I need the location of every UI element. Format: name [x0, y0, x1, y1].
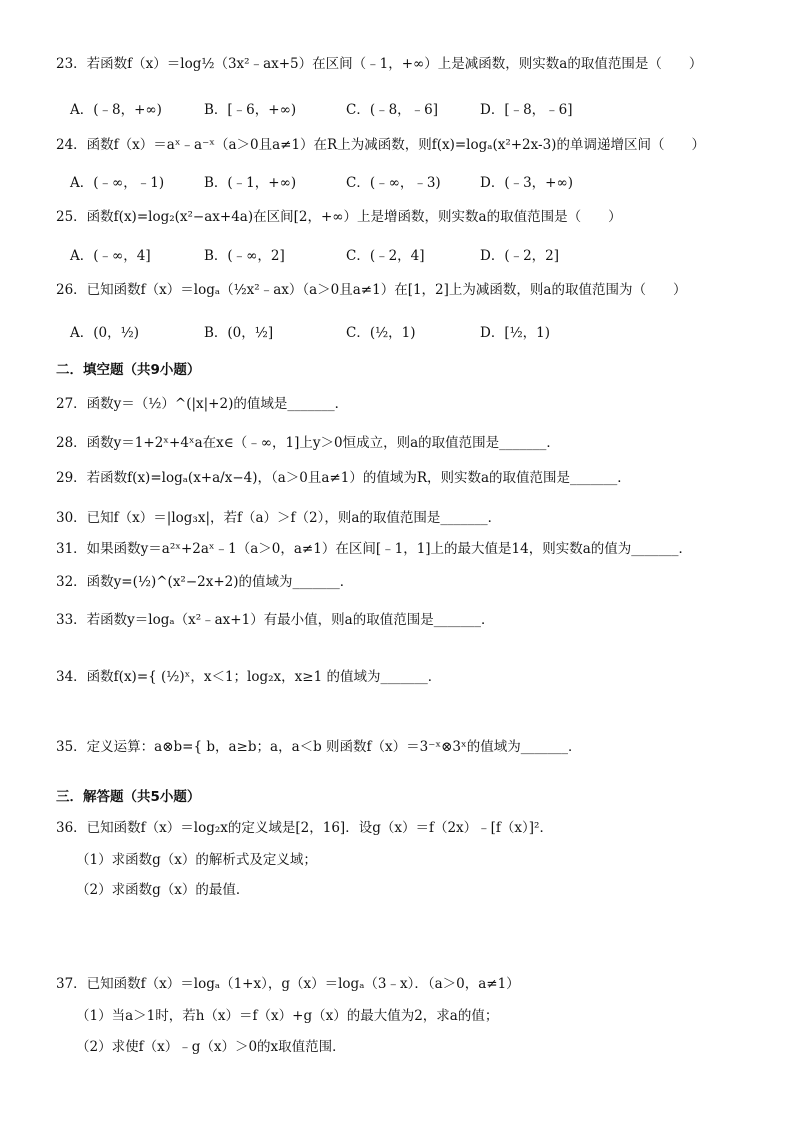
- question-37-stem: 37．已知函数f（x）＝logₐ（1+x），g（x）＝logₐ（3﹣x）．（a＞0，a≠1）: [56, 976, 520, 992]
- question-24-stem: 24．函数f（x）＝aˣ﹣a⁻ˣ（a＞0且a≠1）在R上为减函数，则f(x)=logₐ(x²+2x-3)的单调递增区间（ ）: [56, 137, 705, 153]
- option-c[interactable]: C．(﹣8，﹣6]: [346, 102, 439, 118]
- option-d[interactable]: D．(﹣2，2]: [480, 248, 560, 264]
- question-25-stem: 25．函数f(x)=log₂(x²−ax+4a)在区间[2，+∞）上是增函数，则实数a的取值范围是（ ）: [56, 209, 622, 225]
- question-26-stem: 26．已知函数f（x）＝logₐ（½x²﹣ax）（a＞0且a≠1）在[1，2]上为减函数，则a的取值范围为（ ）: [56, 282, 687, 298]
- option-c[interactable]: C．(﹣2，4]: [346, 248, 425, 264]
- option-c[interactable]: C．(﹣∞，﹣3): [346, 175, 441, 191]
- question-36-stem: 36．已知函数f（x）＝log₂x的定义域是[2，16]．设g（x）＝f（2x）﹣[f（x）]²．: [56, 820, 553, 836]
- option-c[interactable]: C．(½，1): [346, 325, 416, 341]
- question-37-part-1: （1）当a＞1时，若h（x）＝f（x）+g（x）的最大值为2，求a的值；: [76, 1008, 499, 1024]
- question-29: 29．若函数f(x)=logₐ(x+a/x−4)，（a＞0且a≠1）的值域为R，则实数a的取值范围是_______．: [56, 470, 631, 486]
- section-heading-solve: 三．解答题（共5小题）: [56, 789, 201, 805]
- question-24-options: [70, 172, 710, 194]
- option-a[interactable]: A．(﹣8，+∞): [70, 102, 162, 118]
- question-30: 30．已知f（x）＝|log₃x|，若f（a）＞f（2），则a的取值范围是_______．: [56, 510, 502, 526]
- question-27: 27．函数y＝（½）^(|x|+2)的值域是_______．: [56, 396, 349, 412]
- question-28: 28．函数y＝1+2ˣ+4ˣa在x∈（﹣∞，1]上y＞0恒成立，则a的取值范围是_______．: [56, 435, 560, 451]
- option-d[interactable]: D．[﹣8，﹣6]: [480, 102, 573, 118]
- question-36-part-1: （1）求函数g（x）的解析式及定义域；: [76, 852, 317, 868]
- question-37-part-2: （2）求使f（x）﹣g（x）＞0的x取值范围．: [76, 1039, 346, 1055]
- question-32: 32．函数y=(½)^(x²−2x+2)的值域为_______．: [56, 574, 354, 590]
- question-26-options: [70, 322, 710, 344]
- section-heading-fill: 二．填空题（共9小题）: [56, 362, 201, 378]
- option-d[interactable]: D．[½，1): [480, 325, 551, 341]
- option-b[interactable]: B．(﹣1，+∞): [204, 175, 297, 191]
- question-34: 34．函数f(x)={ (½)ˣ，x＜1；log₂x，x≥1 的值域为_______．: [56, 669, 442, 685]
- option-b[interactable]: B．[﹣6，+∞): [204, 102, 297, 118]
- option-a[interactable]: A．(﹣∞，﹣1): [70, 175, 165, 191]
- option-a[interactable]: A．(0，½): [70, 325, 139, 341]
- question-31: 31．如果函数y＝a²ˣ+2aˣ﹣1（a＞0，a≠1）在区间[﹣1，1]上的最大值是14，则实数a的值为_______．: [56, 541, 693, 557]
- question-33: 33．若函数y＝logₐ（x²﹣ax+1）有最小值，则a的取值范围是_______．: [56, 612, 495, 628]
- option-d[interactable]: D．(﹣3，+∞): [480, 175, 574, 191]
- option-a[interactable]: A．(﹣∞，4]: [70, 248, 151, 264]
- option-b[interactable]: B．(﹣∞，2]: [204, 248, 285, 264]
- question-25-options: [70, 245, 710, 267]
- question-36-part-2: （2）求函数g（x）的最值．: [76, 882, 250, 898]
- option-b[interactable]: B．(0，½]: [204, 325, 274, 341]
- question-35: 35．定义运算：a⊗b={ b，a≥b；a，a＜b 则函数f（x）＝3⁻ˣ⊗3ˣ的值域为_______．: [56, 739, 582, 755]
- question-23-options: [70, 99, 710, 121]
- question-23-stem: 23．若函数f（x）＝log½（3x²﹣ax+5）在区间（﹣1，+∞）上是减函数，则实数a的取值范围是（ ）: [56, 56, 703, 72]
